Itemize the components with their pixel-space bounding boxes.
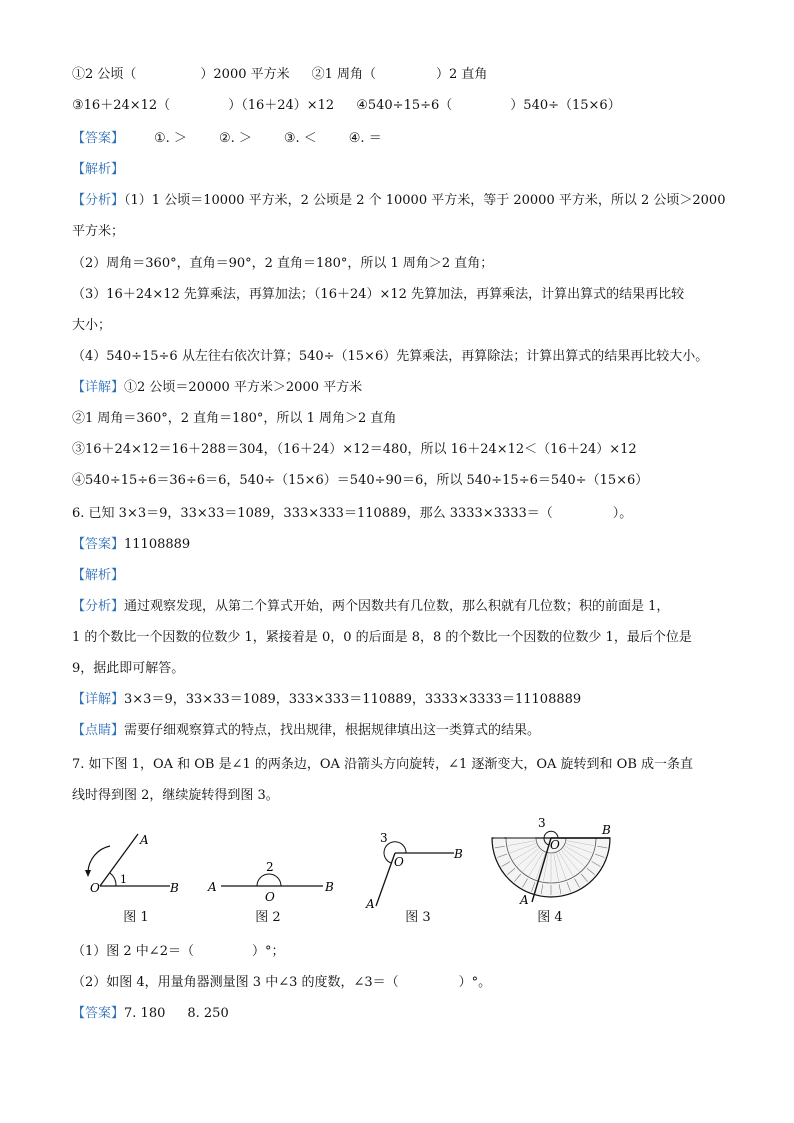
dianjing-tag: 【点睛】: [72, 723, 125, 738]
figure-1: [80, 826, 190, 896]
fig4-label-A: A: [520, 893, 529, 907]
q6-fenxi-2: 1 的个数比一个因数的位数少 1，紧接着是 0，0 的后面是 8，8 的个数比一个因数的位数少 1，最后个位是: [72, 630, 692, 645]
fig2-label-O: O: [265, 890, 275, 904]
fig2-label-B: B: [325, 880, 334, 894]
fig4-caption: 图 4: [537, 910, 563, 925]
fenxi-tag: 【分析】: [72, 193, 125, 208]
fig2-label-A: A: [208, 880, 217, 894]
q6-jiexi-tag: 【解析】: [72, 568, 125, 583]
q5-item1-suffix: ）2000 平方米: [200, 67, 290, 82]
q6-dianjing-text: 需要仔细观察算式的特点，找出规律，根据规律填出这一类算式的结果。: [124, 723, 541, 738]
q5-xiangjie-1: [72, 379, 362, 397]
q7-sub1-prefix: （1）图 2 中∠2＝（: [72, 944, 194, 959]
q5-item1-prefix: ①2 公顷（: [72, 67, 137, 82]
q5-answer-2: ②. ＞: [218, 131, 252, 146]
fig3-label-O: O: [394, 855, 404, 869]
fig3-label-B: B: [454, 847, 463, 861]
fig3-angle-label: 3: [380, 831, 388, 845]
answer-tag: 【答案】: [72, 537, 125, 552]
fig1-label-A: A: [140, 833, 149, 847]
fig4-angle-label: 3: [538, 816, 546, 830]
q5-row2: [72, 97, 621, 115]
fig3-label-A: A: [366, 897, 375, 911]
q5-answer: [72, 130, 382, 148]
q5-item4-suffix: ）540÷（15×6）: [510, 98, 621, 113]
figure-4-protractor: [488, 816, 618, 906]
q5-item4-prefix: ④540÷15÷6（: [356, 98, 453, 113]
fenxi-tag: 【分析】: [72, 599, 125, 614]
fig4-label-B: B: [602, 823, 611, 837]
q6-fenxi-3: 9，据此即可解答。: [72, 661, 185, 676]
q7-stem-1: 7. 如下图 1，OA 和 OB 是∠1 的两条边，OA 沿箭头方向旋转，∠1 逐渐变大，OA 旋转到和 OB 成一条直: [72, 757, 694, 772]
q7-sub2-suffix: ）°。: [458, 975, 492, 990]
q5-answer-1: ①. ＞: [154, 131, 187, 146]
q5-xiangjie-1-text: ①2 公顷＝20000 平方米＞2000 平方米: [124, 380, 363, 395]
q5-answer-3: ③. ＜: [283, 131, 317, 146]
q7-answer: [72, 1005, 229, 1023]
q5-item2-prefix: ②1 周角（: [311, 67, 377, 82]
q5-xiangjie-3: ③16＋24×12＝16＋288＝304，（16＋24）×12＝480，所以 16＋24×12＜（16＋24）×12: [72, 442, 637, 457]
q7-answer-1: 7. 180: [124, 1006, 166, 1021]
q5-item3-suffix: ）（16＋24）×12: [228, 98, 335, 113]
q7-answer-2: 8. 250: [187, 1006, 229, 1021]
q5-fenxi-1-text: （1）1 公顷＝10000 平方米，2 公顷是 2 个 10000 平方米，等于 20000 平方米，所以 2 公顷＞2000: [124, 193, 726, 208]
q6-fenxi-1-text: 通过观察发现，从第二个算式开始，两个因数共有几位数，那么积就有几位数；积的前面是 1，: [124, 599, 670, 614]
q6-stem-end: ）。: [612, 506, 633, 521]
q5-row1: [72, 66, 487, 84]
fig1-angle-label: 1: [120, 873, 127, 886]
fig4-label-O: O: [550, 838, 560, 852]
answer-tag: 【答案】: [72, 1006, 125, 1021]
q7-sub1-suffix: ）°；: [251, 944, 285, 959]
q6-stem: [72, 505, 632, 523]
fig2-caption: 图 2: [255, 910, 281, 925]
q5-fenxi-1b: 平方米；: [72, 224, 125, 239]
q5-fenxi-3: （3）16＋24×12 先算乘法，再算加法；（16＋24）×12 先算加法，再算乘法，计算出算式的结果再比较: [72, 287, 685, 302]
q6-xiangjie: [72, 691, 581, 709]
q5-jiexi-tag: 【解析】: [72, 162, 125, 177]
q5-xiangjie-4: ④540÷15÷6＝36÷6＝6，540÷（15×6）＝540÷90＝6，所以 540÷15÷6＝540÷（15×6）: [72, 473, 649, 488]
q5-item2-suffix: ）2 直角: [436, 67, 488, 82]
q7-stem-2: 线时得到图 2，继续旋转得到图 3。: [72, 788, 279, 803]
fig1-caption: 图 1: [123, 910, 149, 925]
q6-answer-value: 11108889: [124, 537, 191, 552]
q6-fenxi-1: [72, 598, 669, 616]
q7-sub-1: [72, 943, 285, 961]
fig1-label-O: O: [90, 881, 100, 895]
q7-sub-2: [72, 974, 491, 992]
answer-tag: 【答案】: [72, 131, 125, 146]
q5-fenxi-2: （2）周角＝360°，直角＝90°，2 直角＝180°，所以 1 周角＞2 直角；: [72, 256, 494, 271]
q5-item3-prefix: ③16＋24×12（: [72, 98, 171, 113]
figure-2: [205, 856, 340, 904]
q5-answer-4: ④. ＝: [348, 131, 382, 146]
fig3-caption: 图 3: [405, 910, 431, 925]
q5-xiangjie-2: ②1 周角＝360°，2 直角＝180°，所以 1 周角＞2 直角: [72, 411, 397, 426]
fig2-angle-label: 2: [266, 860, 274, 874]
q6-xiangjie-text: 3×3＝9，33×33＝1089，333×333＝110889，3333×3333＝11108889: [124, 692, 582, 707]
q5-fenxi-1: [72, 192, 725, 210]
q5-fenxi-4: （4）540÷15÷6 从左往右依次计算；540÷（15×6）先算乘法，再算除法；计算出算式的结果再比较大小。: [72, 349, 709, 364]
q6-answer: [72, 536, 190, 554]
q5-fenxi-3b: 大小；: [72, 318, 112, 333]
q7-sub2-prefix: （2）如图 4，用量角器测量图 3 中∠3 的度数，∠3＝（: [72, 975, 399, 990]
q6-stem-text: 6. 已知 3×3＝9，33×33＝1089，333×333＝110889，那么 3333×3333＝（: [72, 506, 553, 521]
figure-3: [362, 826, 472, 911]
xiangjie-tag: 【详解】: [72, 692, 125, 707]
xiangjie-tag: 【详解】: [72, 380, 125, 395]
fig1-label-B: B: [170, 881, 179, 895]
q6-dianjing: [72, 722, 540, 740]
